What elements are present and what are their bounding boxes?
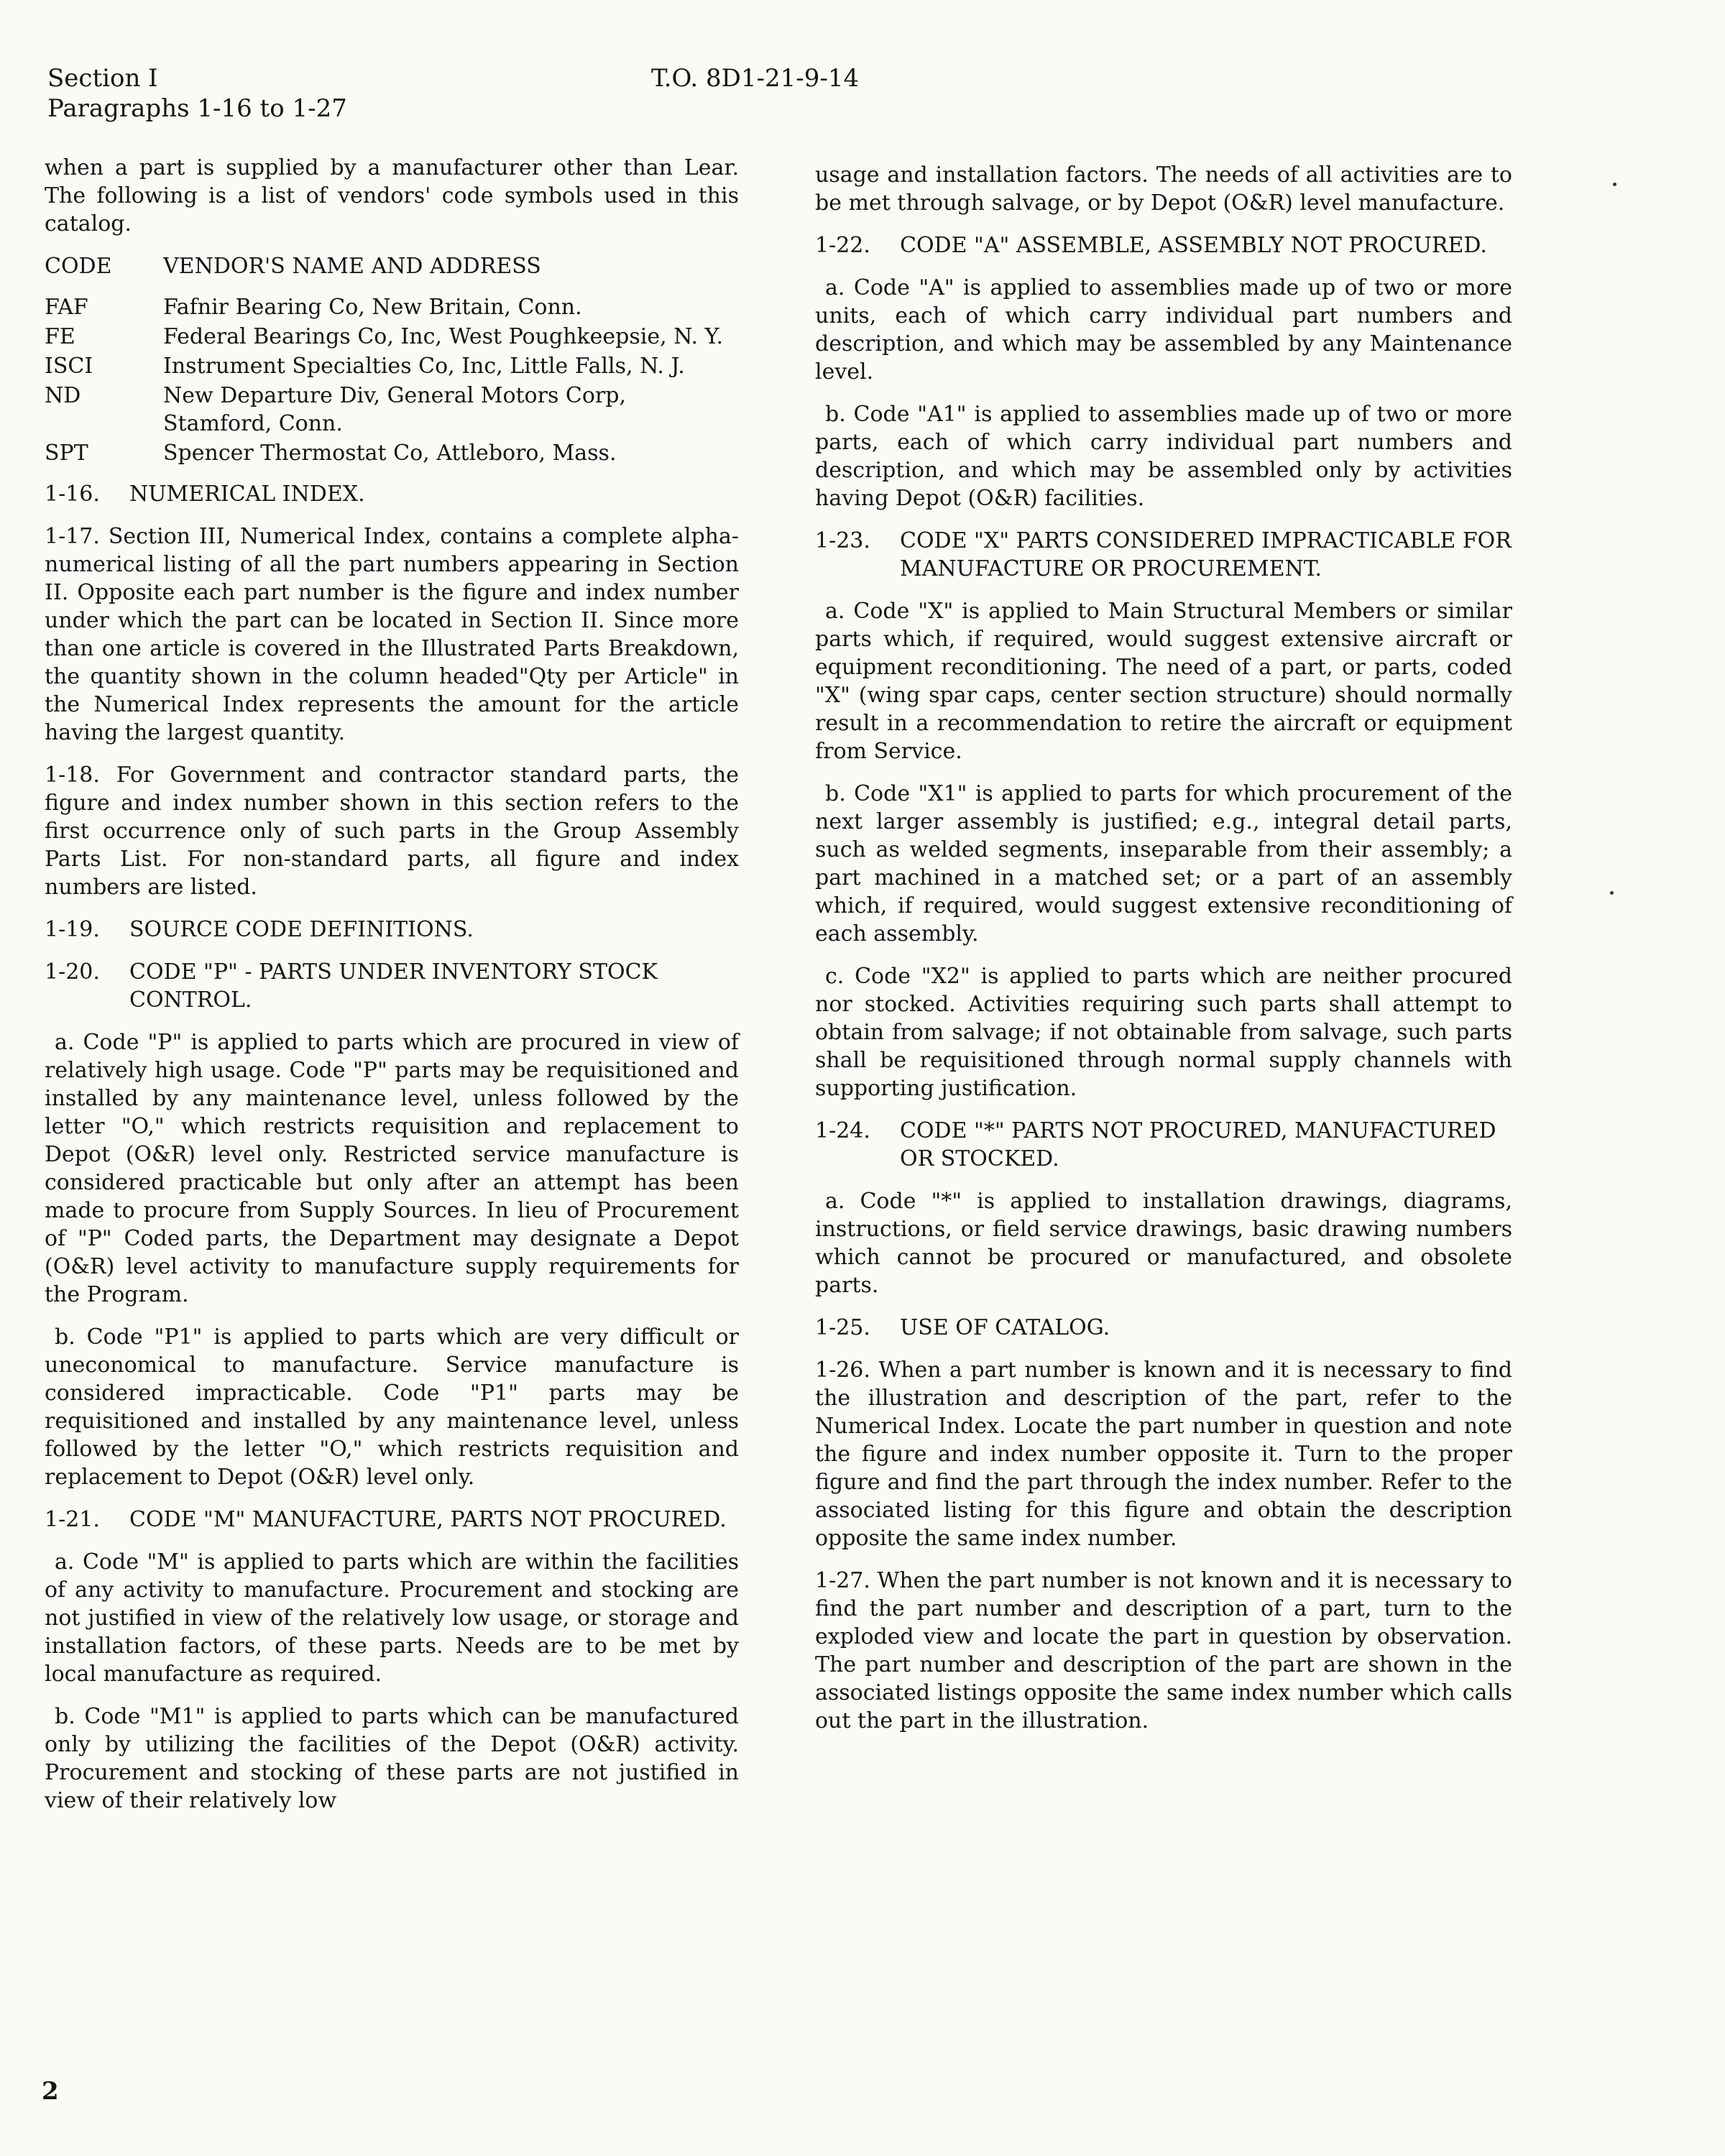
vendor-name: New Departure Div, General Motors Corp, Stamford, Conn. xyxy=(163,383,626,436)
heading-title: USE OF CATALOG. xyxy=(900,1315,1110,1340)
section-label: Section I xyxy=(47,64,158,93)
paragraph-continued: usage and installation factors. The needs of all activities are to be met through salvage, or by Depot (O&R) level manufacture. xyxy=(815,162,1512,216)
heading-number: 1-23. xyxy=(815,528,870,553)
paragraph-1-22-a: a. Code "A" is applied to assemblies made up of two or more units, each of which carry individual part numbers and description, and which may be assembled by any Maintenance level. xyxy=(815,275,1512,384)
heading-title: CODE "A" ASSEMBLE, ASSEMBLY NOT PROCURED. xyxy=(900,233,1487,258)
paragraph-1-21-a: a. Code "M" is applied to parts which are within the facilities of any activity to manufacture. Procurement and stocking are not justified in view of the relatively low usage, or storage and installation factors, of these parts. Needs are to be met by local manufacture as required. xyxy=(45,1549,739,1687)
heading-number: 1-21. xyxy=(45,1507,100,1532)
table-row xyxy=(45,352,739,382)
vendor-table xyxy=(45,252,739,469)
vendor-name: Spencer Thermostat Co, Attleboro, Mass. xyxy=(163,441,617,466)
heading-title: CODE "X" PARTS CONSIDERED IMPRACTICABLE FOR MANUFACTURE OR PROCUREMENT. xyxy=(900,528,1512,581)
heading-1-22 xyxy=(815,231,1512,259)
vendor-header-name: VENDOR'S NAME AND ADDRESS xyxy=(163,254,541,279)
table-row xyxy=(45,439,739,469)
table-row xyxy=(45,323,739,352)
vendor-name: Instrument Specialties Co, Inc, Little Falls, N. J. xyxy=(163,354,685,379)
heading-number: 1-22. xyxy=(815,233,870,258)
table-row xyxy=(45,382,739,439)
page-header-left xyxy=(47,63,347,124)
vendor-code: FAF xyxy=(45,295,88,320)
speck-mark xyxy=(1613,183,1616,186)
vendor-name: Federal Bearings Co, Inc, West Poughkeepsie, N. Y. xyxy=(163,324,724,349)
paragraph-1-22-b: b. Code "A1" is applied to assemblies made up of two or more parts, each of which carry individual part numbers and description, and which may be assembled only by activities having Depot (O&R) facilities. xyxy=(815,402,1512,511)
left-column xyxy=(45,154,739,1829)
heading-1-24 xyxy=(815,1117,1512,1173)
heading-number: 1-20. xyxy=(45,959,100,985)
heading-title: NUMERICAL INDEX. xyxy=(129,482,365,507)
heading-number: 1-19. xyxy=(45,917,100,942)
paragraph-1-24-a: a. Code "*" is applied to installation drawings, diagrams, instructions, or field service drawings, basic drawing numbers which cannot be procured or manufactured, and obsolete parts. xyxy=(815,1189,1512,1298)
paragraph-1-26: 1-26. When a part number is known and it is necessary to find the illustration and description of the part, refer to the Numerical Index. Locate the part number in question and note the figure and index number opposite it. Turn to the proper figure and find the part through the index number. Refer to the associated listing for this figure and obtain the description opposite the same index number. xyxy=(815,1358,1512,1551)
heading-1-25 xyxy=(815,1314,1512,1342)
vendor-code: ISCI xyxy=(45,354,93,379)
paragraph-1-20-b: b. Code "P1" is applied to parts which are very difficult or uneconomical to manufacture. Service manufacture is considered impracticable. Code "P1" parts may be requisitioned and installed by any maintenance level, unless followed by the letter "O," which restricts requisition and replacement to Depot (O&R) level only. xyxy=(45,1325,739,1490)
heading-1-21 xyxy=(45,1506,739,1534)
heading-number: 1-24. xyxy=(815,1118,870,1143)
paragraph-1-18: 1-18. For Government and contractor standard parts, the figure and index number shown in this section refers to the first occurrence only of such parts in the Group Assembly Parts List. For non-standard parts, all figure and index numbers are listed. xyxy=(45,763,739,900)
paragraph-1-27: 1-27. When the part number is not known and it is necessary to find the part number and description of a part, turn to the exploded view and locate the part in question by observation. The part number and description of the part are shown in the associated listings opposite the same index number which calls out the part in the illustration. xyxy=(815,1568,1512,1733)
page-number: 2 xyxy=(42,2077,59,2106)
paragraphs-label: Paragraphs 1-16 to 1-27 xyxy=(47,94,347,123)
vendor-code: ND xyxy=(45,383,81,408)
heading-1-19 xyxy=(45,916,739,944)
vendor-table-header xyxy=(45,252,739,293)
heading-1-23 xyxy=(815,527,1512,583)
heading-number: 1-16. xyxy=(45,482,100,507)
paragraph-1-20-a: a. Code "P" is applied to parts which are procured in view of relatively high usage. Code "P" parts may be requisitioned and installed by any maintenance level, unless followed by the letter "O," which restricts requisition and replacement to Depot (O&R) level only. Restricted service manufacture is considered practicable but only after an attempt has been made to procure from Supply Sources. In lieu of Procurement of "P" Coded parts, the Department may designate a Depot (O&R) level activity to manufacture supply requirements for the Program. xyxy=(45,1030,739,1307)
table-row xyxy=(45,293,739,323)
heading-title: CODE "P" - PARTS UNDER INVENTORY STOCK CONTROL. xyxy=(129,959,658,1013)
vendor-intro: when a part is supplied by a manufacturer other than Lear. The following is a list of vendors' code symbols used in this catalog. xyxy=(45,155,739,236)
heading-1-20 xyxy=(45,958,739,1014)
vendor-name: Fafnir Bearing Co, New Britain, Conn. xyxy=(163,295,582,320)
vendor-code: FE xyxy=(45,324,75,349)
speck-mark xyxy=(1610,891,1614,895)
paragraph-1-21-b: b. Code "M1" is applied to parts which can be manufactured only by utilizing the facilities of the Depot (O&R) activity. Procurement and stocking of these parts are not justified in view of their relatively low xyxy=(45,1704,739,1813)
heading-title: CODE "M" MANUFACTURE, PARTS NOT PROCURED. xyxy=(129,1507,727,1532)
paragraph-1-17: 1-17. Section III, Numerical Index, contains a complete alpha-numerical listing of all the part numbers appearing in Section II. Opposite each part number is the figure and index number under which the part can be located in Section II. Since more than one article is covered in the Illustrated Parts Breakdown, the quantity shown in the column headed"Qty per Article" in the Numerical Index represents the amount for the article having the largest quantity. xyxy=(45,524,739,745)
right-column xyxy=(815,161,1512,1749)
paragraph-1-23-b: b. Code "X1" is applied to parts for which procurement of the next larger assembly is justified; e.g., integral detail parts, such as welded segments, inseparable from their assembly; a part machined in a matched set; or a part of an assembly which, if required, would suggest extensive reconditioning of each assembly. xyxy=(815,781,1512,946)
paragraph-1-23-c: c. Code "X2" is applied to parts which are neither procured nor stocked. Activities requiring such parts shall attempt to obtain from salvage; if not obtainable from salvage, such parts shall be requisitioned through normal supply channels with supporting justification. xyxy=(815,964,1512,1101)
vendor-code: SPT xyxy=(45,441,88,466)
heading-number: 1-25. xyxy=(815,1315,870,1340)
to-number: T.O. 8D1-21-9-14 xyxy=(651,64,860,93)
heading-title: CODE "*" PARTS NOT PROCURED, MANUFACTURED OR STOCKED. xyxy=(900,1118,1496,1171)
heading-title: SOURCE CODE DEFINITIONS. xyxy=(129,917,474,942)
heading-1-16 xyxy=(45,480,739,508)
paragraph-1-23-a: a. Code "X" is applied to Main Structural Members or similar parts which, if required, would suggest extensive aircraft or equipment reconditioning. The need of a part, or parts, coded "X" (wing spar caps, center section structure) should normally result in a recommendation to retire the aircraft or equipment from Service. xyxy=(815,599,1512,764)
vendor-header-code: CODE xyxy=(45,254,112,279)
